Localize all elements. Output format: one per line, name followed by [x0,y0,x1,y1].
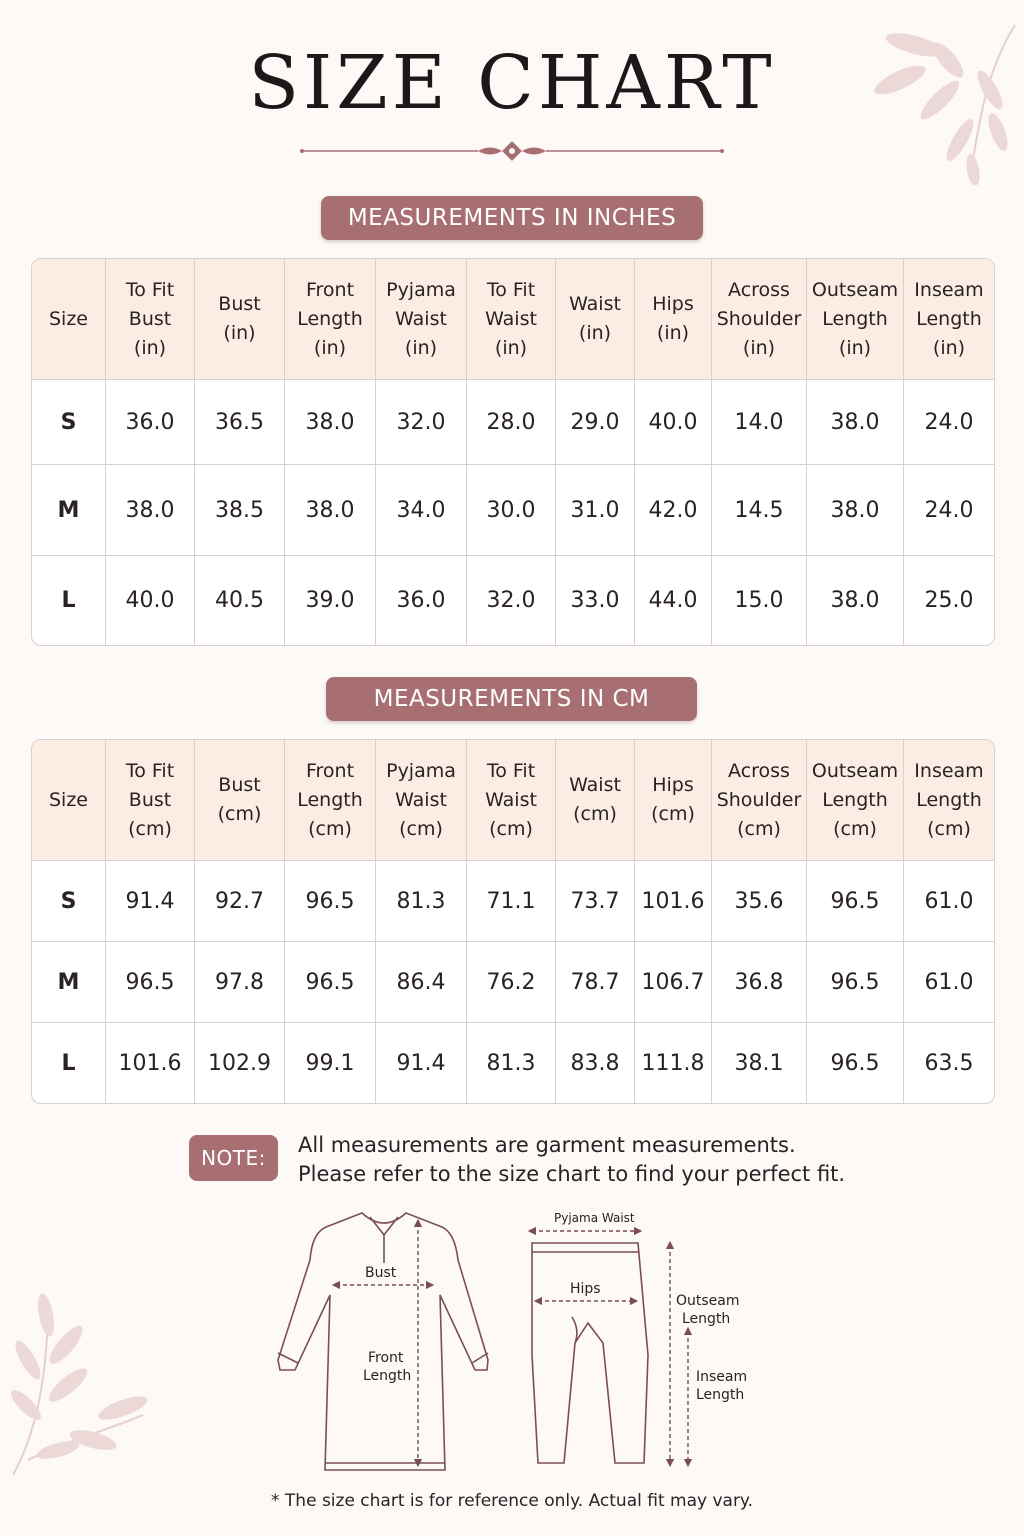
measurement-cell: 38.0 [285,465,376,556]
measurement-cell: 61.0 [904,942,994,1023]
measurement-cell: 38.0 [807,556,904,645]
disclaimer-text: * The size chart is for reference only. Actual fit may vary. [271,1491,753,1511]
column-header [376,259,467,380]
size-table-cm [31,739,995,1104]
measurement-cell: 102.9 [195,1023,285,1103]
measurement-cell: 99.1 [285,1023,376,1103]
column-header [712,259,807,380]
column-header-line: Bust [218,293,261,315]
measurement-cell: 30.0 [467,465,556,556]
measurement-cell: 44.0 [635,556,712,645]
column-header [904,259,994,380]
column-header-line: (in) [656,322,690,344]
measurement-cell: 81.3 [467,1023,556,1103]
column-header [635,259,712,380]
measurement-cell: 81.3 [376,861,467,942]
column-header-line: Waist [569,774,621,796]
column-header-line: Length [916,788,982,811]
size-cell: M [32,942,106,1023]
bust-label: Bust [365,1265,397,1281]
table-row [32,1023,994,1103]
kurta-outline [278,1213,488,1470]
column-header [635,740,712,861]
measurement-cell: 96.5 [807,942,904,1023]
measurement-cell: 96.5 [807,861,904,942]
column-header-line: Across [728,278,790,301]
measurement-cell: 36.5 [195,380,285,465]
column-header-line: Across [728,759,790,782]
table-header-row [32,259,994,380]
measurement-cell: 40.0 [635,380,712,465]
measurement-cell: 96.5 [285,942,376,1023]
column-header-line: To Fit [486,759,536,782]
column-header-line: Length [297,788,363,811]
measurement-cell: 36.0 [106,380,195,465]
column-header-line: Waist [485,788,537,811]
size-cell: S [32,861,106,942]
outseam-label-1: Outseam [676,1293,740,1309]
column-header-line: Shoulder [716,788,802,811]
column-header-line: Size [48,307,88,330]
measurement-cell: 96.5 [285,861,376,942]
measurement-cell: 28.0 [467,380,556,465]
column-header-line: Hips [652,293,694,315]
column-header-line: Length [916,307,982,330]
column-header [376,740,467,861]
inseam-label-2: Length [696,1387,745,1403]
measurement-cell: 78.7 [556,942,635,1023]
column-header [556,259,635,380]
table-row [32,465,994,556]
column-header-line: Hips [652,774,694,796]
leaf-decoration-bottom-left [8,1290,148,1480]
measurement-cell: 38.0 [807,465,904,556]
column-header-line: (in) [223,322,256,344]
column-header-line: Pyjama [386,278,456,301]
column-header-line: Bust [128,307,172,330]
column-header-line: (cm) [651,803,695,825]
measurement-cell: 14.0 [712,380,807,465]
column-header-line: (cm) [573,803,617,825]
column-header-line: Bust [128,788,172,811]
measurement-cell: 15.0 [712,556,807,645]
section-heading-cm: MEASUREMENTS IN CM [326,677,697,721]
garment-measurement-illustration [270,1205,760,1480]
column-header-line: To Fit [125,759,175,782]
column-header [195,740,285,861]
column-header [285,740,376,861]
measurement-cell: 96.5 [106,942,195,1023]
measurement-cell: 106.7 [635,942,712,1023]
hips-label: Hips [570,1281,601,1297]
column-header-line: Waist [485,307,537,330]
table-header-row [32,740,994,861]
measurement-cell: 24.0 [904,465,994,556]
measurement-cell: 86.4 [376,942,467,1023]
page-title: SIZE CHART [248,40,776,126]
column-header [106,259,195,380]
measurement-cell: 71.1 [467,861,556,942]
column-header-line: Waist [395,307,447,330]
measurement-cell: 40.5 [195,556,285,645]
measurement-cell: 36.0 [376,556,467,645]
table-row [32,556,994,645]
column-header-line: (in) [742,336,776,359]
measurement-cell: 29.0 [556,380,635,465]
measurement-cell: 101.6 [635,861,712,942]
column-header-line: (in) [932,336,966,359]
column-header [467,740,556,861]
section-heading-inches: MEASUREMENTS IN INCHES [321,196,703,240]
column-header-line: Shoulder [716,307,802,330]
measurement-cell: 32.0 [467,556,556,645]
measurement-cell: 39.0 [285,556,376,645]
column-header-line: (cm) [399,817,443,840]
measurement-cell: 38.0 [285,380,376,465]
column-header-line: (in) [313,336,347,359]
column-header-line: Length [297,307,363,330]
column-header-line: (cm) [217,803,262,825]
column-header-line: Bust [218,774,261,796]
column-header-line: To Fit [486,278,536,301]
front-length-label-2: Length [363,1368,412,1384]
measurement-cell: 42.0 [635,465,712,556]
front-length-label-1: Front [368,1350,404,1366]
table-row [32,380,994,465]
measurement-cell: 40.0 [106,556,195,645]
size-cell: L [32,556,106,645]
column-header-line: Front [305,278,355,301]
column-header [807,259,904,380]
column-header-line: (cm) [489,817,533,840]
note-line-2: Please refer to the size chart to find your perfect fit. [298,1162,846,1186]
column-header [32,740,106,861]
column-header-line: (cm) [833,817,877,840]
size-cell: L [32,1023,106,1103]
measurement-cell: 97.8 [195,942,285,1023]
column-header [807,740,904,861]
column-header-line: Pyjama [386,759,456,782]
measurement-cell: 25.0 [924,588,974,613]
measurement-cell: 14.5 [712,465,807,556]
measurement-cell: 32.0 [376,380,467,465]
measurement-cell: 38.0 [106,465,195,556]
measurement-cell: 38.0 [807,380,904,465]
measurement-cell: 33.0 [556,556,635,645]
measurement-cell: 83.8 [556,1023,635,1103]
ornament-divider [298,140,726,162]
column-header-line: (cm) [308,817,352,840]
measurement-cell: 91.4 [376,1023,467,1103]
column-header [556,740,635,861]
measurement-cell: 34.0 [376,465,467,556]
column-header [32,259,106,380]
pyjama-waist-label: Pyjama Waist [554,1211,635,1225]
column-header-line: (cm) [737,817,781,840]
column-header-line: To Fit [125,278,175,301]
measurement-cell: 73.7 [556,861,635,942]
column-header-line: Inseam [914,278,984,301]
column-header-line: Length [822,788,888,811]
column-header-line: (in) [494,336,528,359]
column-header-line: Waist [569,293,621,315]
column-header-line: Outseam [811,759,899,782]
note-text [298,1131,845,1189]
measurement-cell: 96.5 [807,1023,904,1103]
column-header [904,740,994,861]
column-header-line: Outseam [811,278,899,301]
measurement-cell: 91.4 [106,861,195,942]
measurement-cell: 38.5 [195,465,285,556]
column-header-line: Length [822,307,888,330]
column-header-line: (cm) [927,817,971,840]
measurement-cell: 31.0 [556,465,635,556]
column-header [712,740,807,861]
note-badge: NOTE: [189,1135,278,1181]
size-table-inches [31,258,995,646]
measurement-cell: 24.0 [904,380,994,465]
outseam-label-2: Length [682,1311,731,1327]
measurement-cell: 61.0 [904,861,994,942]
size-cell: S [32,380,106,465]
table-row [32,861,994,942]
column-header-line: Inseam [914,759,984,782]
measurement-cell: 111.8 [635,1023,712,1103]
inseam-label-1: Inseam [696,1369,748,1385]
column-header-line: (cm) [128,817,172,840]
column-header [106,740,195,861]
column-header-line: (in) [404,336,438,359]
pyjama-outline [532,1243,648,1463]
column-header-line: (in) [578,322,612,344]
measurement-cell: 63.5 [924,1050,974,1076]
measurement-cell: 35.6 [712,861,807,942]
table-row [32,942,994,1023]
measurement-cell: 76.2 [467,942,556,1023]
column-header-line: Size [48,788,88,811]
note-line-1: All measurements are garment measurements. [298,1133,796,1157]
column-header-line: Front [305,759,355,782]
column-header [285,259,376,380]
measurement-cell: 36.8 [712,942,807,1023]
column-header-line: (in) [838,336,872,359]
size-cell: M [32,465,106,556]
column-header [195,259,285,380]
column-header-line: (in) [133,336,167,359]
column-header-line: Waist [395,788,447,811]
measurement-cell: 38.1 [712,1023,807,1103]
measurement-cell: 101.6 [106,1023,195,1103]
measurement-cell: 92.7 [195,861,285,942]
column-header [467,259,556,380]
